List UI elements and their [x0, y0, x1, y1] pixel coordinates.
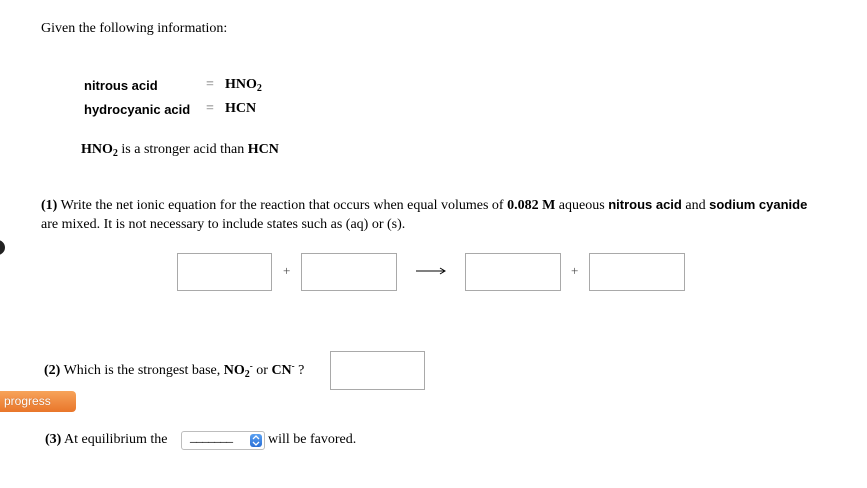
progress-button[interactable]: progress [0, 391, 76, 412]
stronger-acid-statement: $HNO_2$ is a stronger acid than HCN [81, 142, 279, 159]
plus-sign-reactants: + [283, 263, 291, 278]
reactant-2-input[interactable] [301, 253, 397, 291]
side-handle[interactable] [0, 240, 5, 255]
def-formula-hno2: $HNO_2$ [225, 77, 262, 94]
question-1-text: (1) Write the net ionic equation for the reaction that occurs when equal volumes of 0.082 M aqueous nitrous acid and sodium cyanide are mixed. It is not necessary to include states such as (aq) or (s). [41, 197, 808, 232]
reactant-1-input[interactable] [177, 253, 272, 291]
product-1-input[interactable] [465, 253, 561, 291]
strongest-base-input[interactable] [330, 351, 425, 390]
plus-sign-products: + [571, 263, 579, 278]
intro-text: Given the following information: [41, 21, 228, 36]
def-formula-hcn: HCN [225, 101, 257, 116]
def-equals-1: = [206, 77, 214, 92]
def-name-nitrous: nitrous acid [84, 78, 158, 93]
select-value: _______ [190, 430, 232, 445]
question-3-text: (3) At equilibrium the [45, 432, 168, 447]
reaction-arrow-icon [415, 266, 447, 276]
question-3-end-text: will be favored. [268, 432, 357, 447]
question-2-text: (2) Which is the strongest base, $NO_2^-$ or CN- ? [44, 361, 305, 380]
equilibrium-side-select[interactable] [181, 431, 265, 450]
def-name-hydrocyanic: hydrocyanic acid [84, 102, 191, 117]
def-equals-2: = [206, 101, 214, 116]
select-arrows-icon [250, 434, 262, 447]
product-2-input[interactable] [589, 253, 685, 291]
